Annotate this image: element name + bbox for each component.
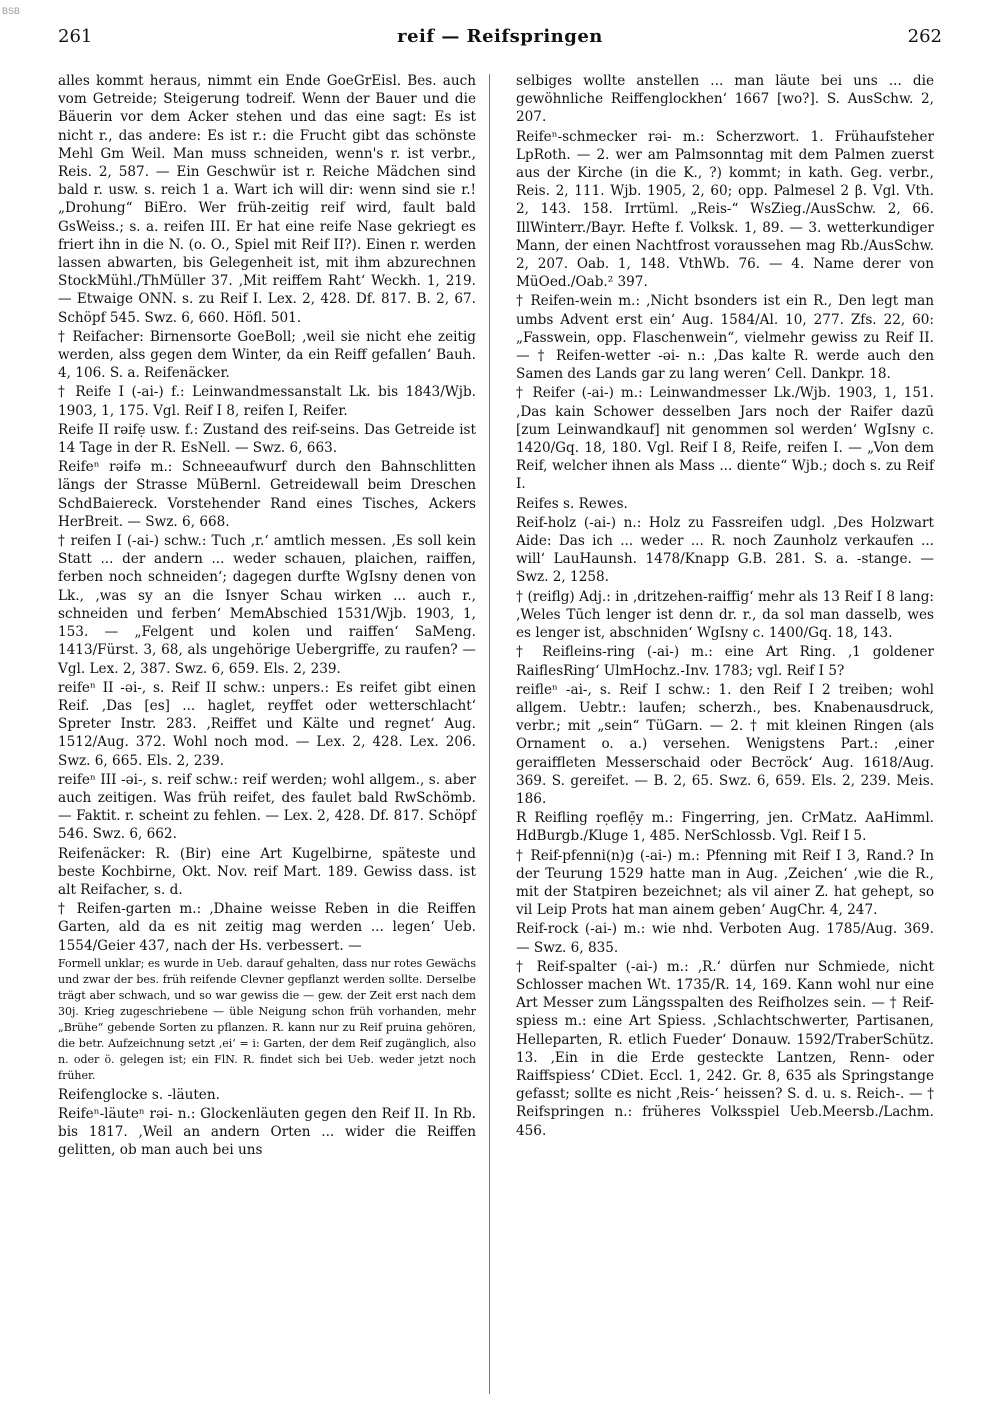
page-header — [58, 26, 942, 54]
dictionary-entry: † Reif-spalter (-ai-) m.: ‚R.‘ dürfen nur Schmiede, nicht Schlosser machen Wt. 1735/R. 14, 169. Kann wohl nur eine Art Messer zum Längsspalten des Reifholzes sein. — † Reif-spiess m.: eine Art Spiess. ‚Schlachtschwerter, Partisanen, Helleparten, R. etlich Fueder‘ Donauw. 1592/TraberSchütz. 13. ‚Ein in die Erde gesteckte Lantzen, Renn- oder Raiffspiess‘ CDiet. Eccl. 1, 242. Gr. 8, 635 als Springstange gefasst; sollte es nicht ‚Reis-‘ heissen? S. d. u. s. Reich-. — † Reifspringen n.: früheres Volksspiel Ueb.Meersb./Lachm. 456. — [516, 958, 934, 1139]
dictionary-entry: selbiges wollte anstellen ... man läute bei uns ... die gewöhnliche Reiffenglockhen‘ 1667 [wo?]. S. AusSchw. 2, 207. — [516, 73, 934, 126]
dictionary-entry: alles kommt heraus, nimmt ein Ende GoeGrEisl. Bes. auch vom Getreide; Steigerung todreif. Wenn der Bauer und die Bäuerin vor dem Acker stehen und das eine sagt: Es ist nicht r., das andere: Es ist r.: die Frucht gibt das schönste Mehl Gm Weil. Man muss schneiden, wenn's r. ist verbr., Reis. 2, 587. — Ein Geschwür ist r. Reiche Mädchen sind bald r. usw. s. reich 1 a. Wart ich will dir: wenn sind sie r.! „Drohung“ BiEro. Wer früh-zeitig reif wird, fault bald GsWeiss.; s. a. reifen III. Er hat eine reife Nase gekriegt es friert ihn in die N. (o. O., Spiel mit Reif II?). Einen r. werden lassen abwarten, bis Gelegenheit ist, mit ihm abzurechnen StockMühl./ThMüller 37. ‚Mit reiffem Raht‘ Weckh. 1, 219. — Etwaige ONN. s. zu Reif I. Lex. 2, 428. Df. 817. B. 2, 67. Schöpf 545. Swz. 6, 660. Höfl. 501. — [58, 73, 476, 326]
dictionary-entry: † Reifacher: Birnensorte GoeBoll; ‚weil sie nicht ehe zeitig werden, alss gegen dem Winter, da ein Reiff gefallen‘ Bauh. 4, 106. S. a. Reifenäcker. — [58, 328, 476, 382]
dictionary-entry: † Reif-pfenni(n)g (-ai-) m.: Pfenning mit Reif I 3, Rand.? In der Teurung 1529 hatte man in Aug. ‚Zeichen‘ ‚wie die R., mit der Statpiren bezeichnet; als vil ainer Z. hat gehept, so vil Leip Prots hat man ainem geben‘ AugChr. 4, 247. — [516, 847, 934, 919]
dictionary-entry: Reifenglocke s. -läuten. — [58, 1086, 220, 1103]
dictionary-entry: Reife II rəifẹ usw. f.: Zustand des reif-seins. Das Getreide ist 14 Tage in der R. EsNell. — Swz. 6, 663. — [58, 421, 476, 457]
page-number-left: 261 — [58, 26, 93, 47]
dictionary-entry: R Reifling rọeflẹ̄y m.: Fingerring, jen. CrMatz. AaHimml. HdBurgb./Kluge 1, 485. NerSchlossb. Vgl. Reif I 5. — [516, 810, 934, 845]
dictionary-entry: reifleⁿ -ai-, s. Reif I schw.: 1. den Reif I 2 treiben; wohl allgem. Uebtr.: laufen; scherzh., bes. Knabenausdruck, verbr.; mit „sein“ TüGarn. — 2. † mit kleinen Ringen (als Ornament o. a.) versehen. Wenigstens Part.: ‚einer geraiffleten Messerschaid oder Beстöck‘ Aug. 1618/Aug. 369. S. gereifet. — B. 2, 65. Swz. 6, 659. Els. 2, 239. Meis. 186. — [516, 681, 934, 807]
dictionary-entry: † Reifer (-ai-) m.: Leinwandmesser Lk./Wjb. 1903, 1, 151. ‚Das kain Schower desselben Jars noch der Raifer dazū [zum Leinwandkauf] nit genommen sol werden‘ WgIsny c. 1420/Gq. 18, 180. Vgl. Reif I 8, Reife, reifen I. — „Von dem Reif, welcher ihnen als Mass ... diente“ Wjb.; doch s. zu Reif I. — [516, 385, 934, 493]
dictionary-entry: Reifeⁿ-läuteⁿ rəi- n.: Glockenläuten gegen den Reif II. In Rb. bis 1817. ‚Weil an andern Orten ... wider die Reiffen gelitten, ob man auch bei uns — [58, 1105, 476, 1159]
dictionary-entry: † Reifleins-ring (-ai-) m.: eine Art Ring. ‚1 goldener RaiflesRing‘ UlmHochz.-Inv. 1783; vgl. Reif I 5? — [516, 644, 934, 679]
dictionary-entry: Reif-rock (-ai-) m.: wie nhd. Verboten Aug. 1785/Aug. 369. — Swz. 6, 835. — [516, 921, 934, 956]
dictionary-entry: † reifen I (-ai-) schw.: Tuch ‚r.‘ amtlich messen. ‚Es soll kein Statt ... der andern ... weder schauen, plaichen, raiffen, ferben noch schneiden‘; dagegen durfte WgIsny denen von Lk., ‚was sy an die Isnyer Schau wirken ... auch r., schneiden und ferben‘ MemAbschied 1531/Wjb. 1903, 1, 153. — „Felgent und kolen und raiffen‘ SaMeng. 1413/Fürst. 3, 68, als ungehörige Uebergriffe, zu raufen? — Vgl. Lex. 2, 387. Swz. 6, 659. Els. 2, 239. — [58, 533, 476, 677]
dictionary-entry: Reifenäcker: R. (Bir) eine Art Kugelbirne, späteste und beste Kochbirne, Okt. Nov. reif Mart. 189. Gewiss dass. ist alt Reifacher, s. d. — [58, 845, 476, 898]
dictionary-entry: reifeⁿ II -əi-, s. Reif II schw.: unpers.: Es reifet gibt einen Reif. ‚Das [es] ... haglet, reyffet oder wetterschlacht‘ Spreter Instr. 283. ‚Reiffet und Kälte und regnet‘ Aug. 1512/Aug. 372. Wohl noch mod. — Lex. 2, 428. Lex. 206. Swz. 6, 665. Els. 2, 239. — [58, 679, 476, 769]
dictionary-entry: Reifeⁿ rəifə m.: Schneeaufwurf durch den Bahnschlitten längs der Strasse MüBernl. Getreidewall beim Dreschen SchdBaiereck. Vorstehender Rand eines Tisches, Ackers HerBreit. — Swz. 6, 668. — [58, 459, 476, 530]
dictionary-entry: Reif-holz (-ai-) n.: Holz zu Fassreifen udgl. ‚Des Holzwart Aide: Das ich ... weder ... R. noch Zaunholz verkaufen ... will‘ LauHaunsh. 1478/Knapp G.B. 281. S. a. -stange. — Swz. 2, 1258. — [516, 514, 934, 586]
dictionary-entry: † Reife I (-ai-) f.: Leinwandmessanstalt Lk. bis 1843/Wjb. 1903, 1, 175. Vgl. Reif I 8, reifen I, Reifer. — [58, 384, 476, 419]
dictionary-entry: reifeⁿ III -əi-, s. reif schw.: reif werden; wohl allgem., s. aber auch zeitigen. Was früh reifet, des faulet bald RwSchömb. — Faktit. r. scheint zu fehlen. — Lex. 2, 428. Df. 817. Schöpf 546. Swz. 6, 662. — [58, 771, 476, 843]
small-print-note: Formell unklar; es wurde in Ueb. darauf gehalten, dass nur rotes Gewächs und zwar der bes. früh reifende Clevner gepflanzt werden sollte. Derselbe trägt aber schwach, und so war gewiss die — gew. der Zeit erst nach dem 30j. Krieg zugeschriebene — üble Neigung schon früh vorhanden, mehr „Brühe“ gebende Sorten zu pflanzen. R. kann nur zu Reif pruina gehören, die betr. Aufzeichnung setzt ‚ei‘ = i: Garten, der dem Reif zugänglich, also n. oder ö. gelegen ist; ein FlN. R. findet sich bei Ueb. weder jetzt noch früher. — [58, 956, 476, 1082]
dictionary-entry: Reifeⁿ-schmecker rəi- m.: Scherzwort. 1. Frühaufsteher LpRoth. — 2. wer am Palmsonntag mit dem Palmen zuerst aus der Kirche (in die K., ?) kommt; in kath. Geg. verbr., Reis. 2, 111. Wjb. 1905, 2, 60; opp. Palmesel 2 β. Vgl. Vth. 2, 143. 158. Irrtüml. „Reis-“ WsZieg./AusSchw. 2, 66. IllWinterr./Bayr. Hefte f. Volksk. 1, 89. — 3. wetterkundiger Mann, der einen Nachtfrost voraussehen mag Rb./AusSchw. 2, 207. Oab. 1, 148. VthWb. 76. — 4. Name derer von MüOed./Oab.² 397. — [516, 128, 934, 291]
dictionary-entry: † Reifen-garten m.: ‚Dhaine weisse Reben in die Reiffen Garten, ald da es nit zeitig mag werden ... legen‘ Ueb. 1554/Geier 437, nach der Hs. verbessert. — — [58, 901, 476, 954]
column-divider — [489, 74, 490, 1394]
dictionary-entry: Reifes s. Rewes. — [516, 495, 628, 512]
library-stamp: BSB — [2, 6, 21, 16]
dictionary-entry: † Reifen-wein m.: ‚Nicht bsonders ist ein R., Den legt man umbs Advent erst ein‘ Aug. 1584/Al. 10, 277. Zfs. 22, 60: „Fasswein, opp. Flaschenwein“, vielmehr gewiss zu Reif II. — † Reifen-wetter -əi- n.: ‚Das kalte R. werde auch den Samen des Lands gar zu lang weren‘ Cell. Dankpr. 18. — [516, 293, 934, 383]
left-column — [58, 72, 476, 1161]
page-number-right: 262 — [907, 26, 942, 47]
dictionary-entry: † (reiflg) Adj.: in ‚dritzehen-raiffig‘ mehr als 13 Reif I 8 lang: ‚Weles Tūch lenger ist denn dr. r., da sol man dasselb, wes es lenger ist, abschniden‘ WgIsny c. 1400/Gq. 18, 143. — [516, 588, 934, 642]
right-column — [516, 72, 934, 1141]
running-title: reif — Reifspringen — [397, 26, 603, 47]
